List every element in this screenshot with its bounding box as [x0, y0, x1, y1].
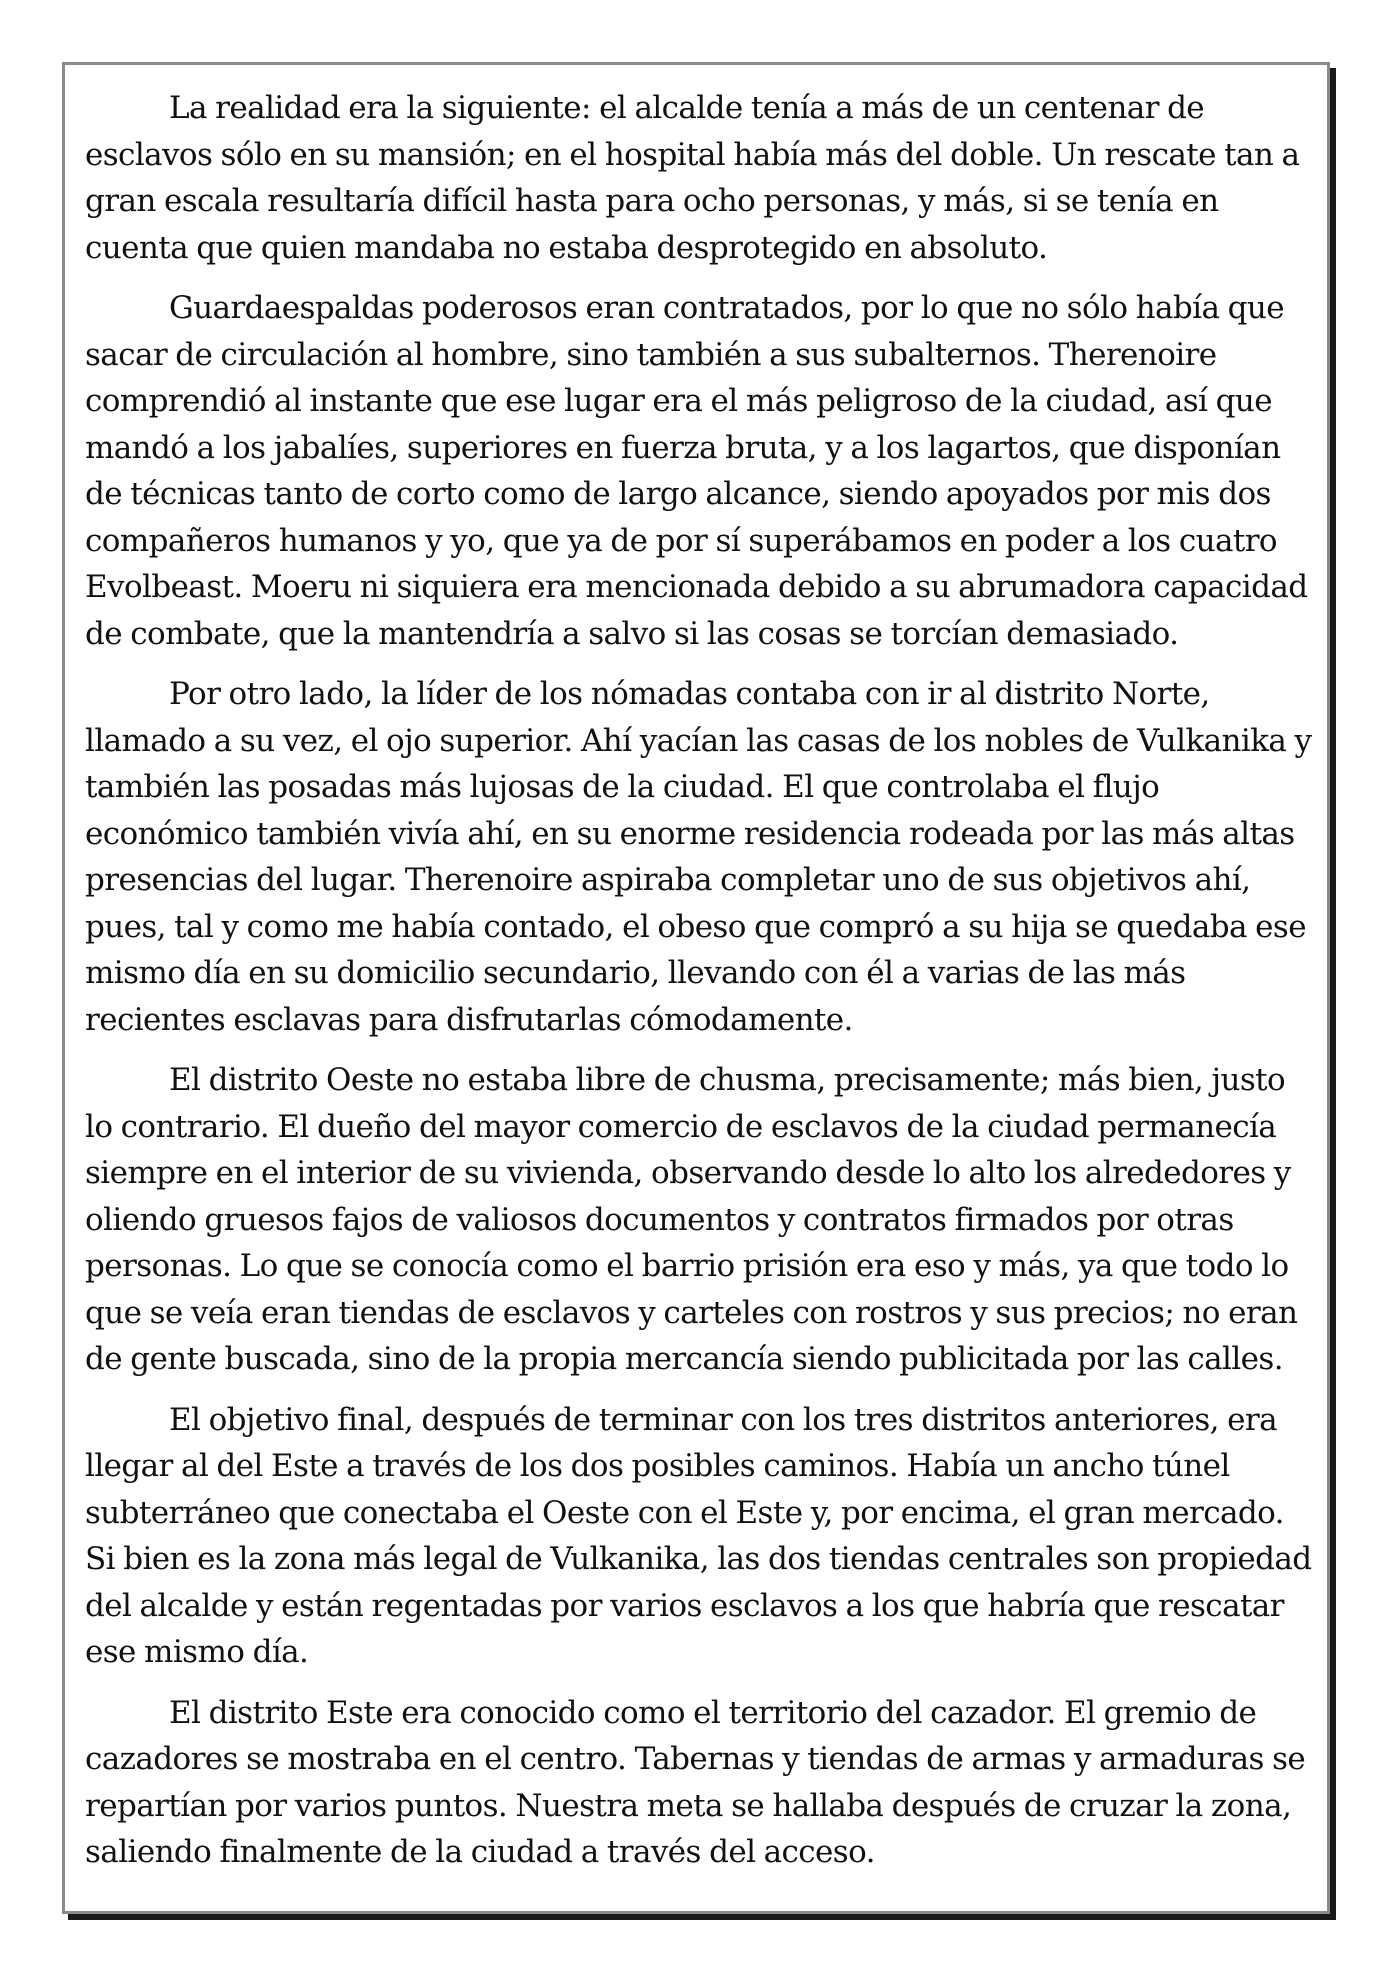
- paragraph: El distrito Oeste no estaba libre de chusma, precisamente; más bien, justo lo contrario. El dueño del mayor comercio de esclavos de la ciudad permanecía siempre en el interior de su vivienda, observando desde lo alto los alrededores y oliendo gruesos fajos de valiosos documentos y contratos firmados por otras personas. Lo que se conocía como el barrio prisión era eso y más, ya que todo lo que se veía eran tiendas de esclavos y carteles con rostros y sus precios; no eran de gente buscada, sino de la propia mercancía siendo publicitada por las calles.: [85, 1062, 1298, 1377]
- page-frame: [62, 62, 1330, 1914]
- document-body: [85, 85, 1313, 1890]
- paragraph: El distrito Este era conocido como el territorio del cazador. El gremio de cazadores se mostraba en el centro. Tabernas y tiendas de armas y armaduras se repartían por varios puntos. Nuestra meta se hallaba después de cruzar la zona, saliendo finalmente de la ciudad a través del acceso.: [85, 1694, 1306, 1870]
- paragraph: Por otro lado, la líder de los nómadas contaba con ir al distrito Norte, llamado a su vez, el ojo superior. Ahí yacían las casas de los nobles de Vulkanika y también las posadas más lujosas de la ciudad. El que controlaba el flujo económico también vivía ahí, en su enorme residencia rodeada por las más altas presencias del lugar. Therenoire aspiraba completar uno de sus objetivos ahí, pues, tal y como me había contado, el obeso que compró a su hija se quedaba ese mismo día en su domicilio secundario, llevando con él a varias de las más recientes esclavas para disfrutarlas cómodamente.: [85, 676, 1312, 1038]
- paragraph: La realidad era la siguiente: el alcalde tenía a más de un centenar de esclavos sólo en su mansión; en el hospital había más del doble. Un rescate tan a gran escala resultaría difícil hasta para ocho personas, y más, si se tenía en cuenta que quien mandaba no estaba desprotegido en absoluto.: [85, 90, 1300, 266]
- paragraph: El objetivo final, después de terminar con los tres distritos anteriores, era llegar al del Este a través de los dos posibles caminos. Había un ancho túnel subterráneo que conectaba el Oeste con el Este y, por encima, el gran mercado. Si bien es la zona más legal de Vulkanika, las dos tiendas centrales son propiedad del alcalde y están regentadas por varios esclavos a los que habría que rescatar ese mismo día.: [85, 1401, 1312, 1670]
- paragraph: Guardaespaldas poderosos eran contratados, por lo que no sólo había que sacar de circulación al hombre, sino también a sus subalternos. Therenoire comprendió al instante que ese lugar era el más peligroso de la ciudad, así que mandó a los jabalíes, superiores en fuerza bruta, y a los lagartos, que disponían de técnicas tanto de corto como de largo alcance, siendo apoyados por mis dos compañeros humanos y yo, que ya de por sí superábamos en poder a los cuatro Evolbeast. Moeru ni siquiera era mencionada debido a su abrumadora capacidad de combate, que la mantendría a salvo si las cosas se torcían demasiado.: [85, 290, 1308, 652]
